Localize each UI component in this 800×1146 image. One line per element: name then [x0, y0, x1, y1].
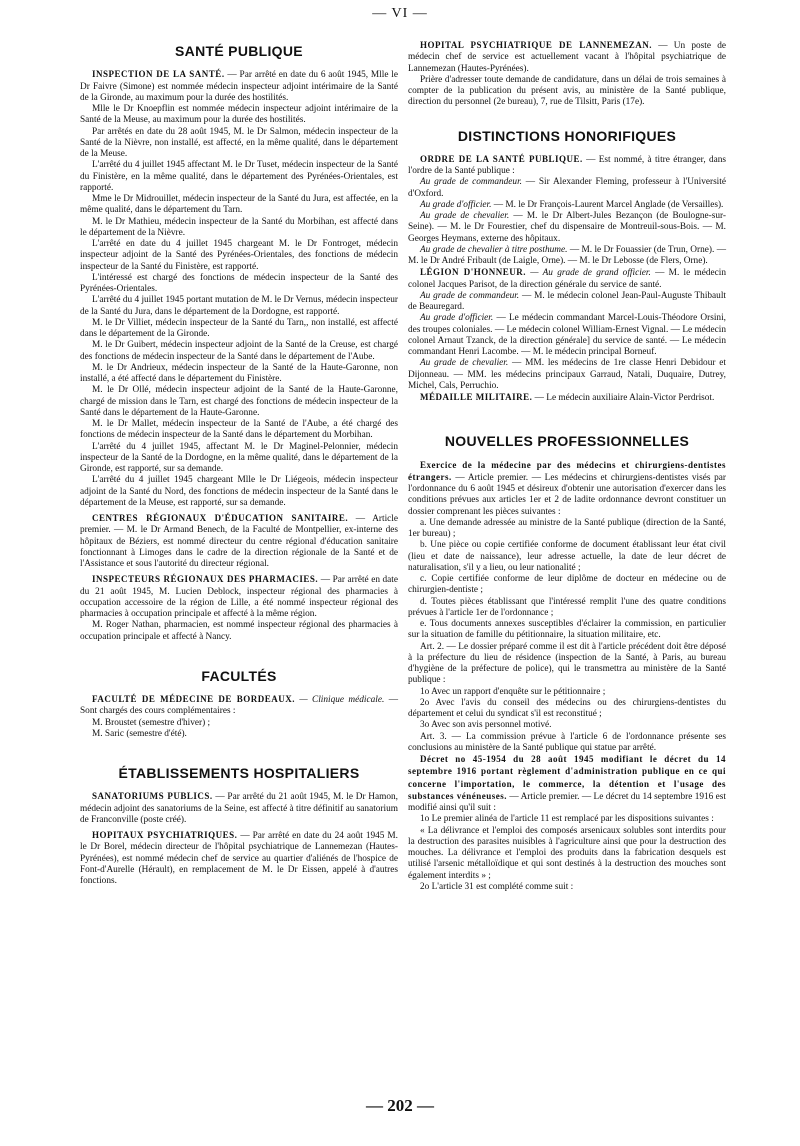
paragraph: Mme le Dr Midrouillet, médecin inspecteur de la Santé du Jura, est affectée, en la même qualité, dans le département du Tarn. [80, 194, 398, 216]
paragraph: Exercice de la médecine par des médecins et chirurgiens-dentistes étrangers. — Article premier. — Les médecins et chirurgiens-dentistes visés par l'ordonnance du 6 août 1945 et désireux d'obtenir une autorisation d'exercer dans les conditions prévues aux articles 1er et 2 de ladite ordonnance devront constituer un dossier comprenant les pièces suivantes : [408, 459, 726, 517]
paragraph: FACULTÉ DE MÉDECINE DE BORDEAUX. — Clinique médicale. — Sont chargés des cours complémentaires : [80, 694, 398, 717]
paragraph-lead: SANATORIUMS PUBLICS. [92, 791, 213, 802]
paragraph-lead: HOPITAL PSYCHIATRIQUE DE LANNEMEZAN. [420, 40, 652, 50]
paragraph: HOPITAL PSYCHIATRIQUE DE LANNEMEZAN. — Un poste de médecin chef de service est actuellement vacant à l'hôpital psychiatrique de Lannemezan (Hautes-Pyrénées). [408, 40, 726, 74]
paragraph: INSPECTEURS RÉGIONAUX DES PHARMACIES. — Par arrêté en date du 21 août 1945, M. Lucien Deblock, inspecteur régional des pharmacies à occupation accessoire de la région de Lille, a été nommé inspecteur régional des pharmacies à occupation principale et affecté à la même région. [80, 574, 398, 619]
paragraph-lead: MÉDAILLE MILITAIRE. [420, 392, 533, 402]
list-item: c. Copie certifiée conforme de leur diplôme de docteur en médecine ou de chirurgien-dentiste ; [408, 574, 726, 596]
paragraph-lead: INSPECTION DE LA SANTÉ. [92, 69, 225, 80]
list-item: a. Une demande adressée au ministre de la Santé publique (direction de la Santé, 1er bureau) ; [408, 517, 726, 539]
paragraph: Par arrêtés en date du 28 août 1945, M. le Dr Salmon, médecin inspecteur de la Santé de la Nièvre, non installé, est affecté, en la même qualité, dans le département de la Meuse. [80, 126, 398, 159]
paragraph: ORDRE DE LA SANTÉ PUBLIQUE. — Est nommé, à titre étranger, dans l'ordre de la Santé publique : [408, 153, 727, 176]
paragraph: Au grade de chevalier à titre posthume. — M. le Dr Fouassier (de Trun, Orne). — M. le Dr André Fribault (de Laigle, Orne). — M. le Dr Lebosse (de Flers, Orne). [408, 244, 726, 266]
paragraph: MÉDAILLE MILITAIRE. — Le médecin auxiliaire Alain-Victor Perdrisot. [420, 392, 715, 403]
section-title-distinctions: DISTINCTIONS HONORIFIQUES [457, 127, 677, 144]
paragraph: Décret no 45-1954 du 28 août 1945 modifiant le décret du 14 septembre 1916 portant règlement d'administration publique en ce qui concerne l'importation, le commerce, la détention et l'usage des substances vénéneuses. — Article premier. — Le décret du 14 septembre 1916 est modifié ainsi qu'il suit : [408, 754, 726, 813]
page-number: — 202 — [366, 1096, 434, 1115]
paragraph-lead: LÉGION D'HONNEUR. [420, 267, 526, 278]
paragraph: Au grade d'officier. — M. le Dr François-Laurent Marcel Anglade (de Versailles). [420, 199, 724, 210]
paragraph: L'arrêté du 4 juillet 1945, affectant M. le Dr Maginel-Pelonnier, médecin inspecteur de la Santé de la Dordogne, en la même qualité, dans le département de la Gironde, est rapporté, sur sa demande. [80, 441, 398, 474]
paragraph: M. le Dr Andrieux, médecin inspecteur de la Santé de la Haute-Garonne, non installé, a été affecté dans le département du Finistère. [80, 362, 398, 384]
paragraph-lead: INSPECTEURS RÉGIONAUX DES PHARMACIES. [92, 574, 319, 585]
paragraph: Au grade de chevalier. — M. le Dr Albert-Jules Bezançon (de Boulogne-sur-Seine). — M. le Dr Fourestier, chef du dispensaire de Montreuil-sous-Bois. — M. Georges Heymans, externe des hôpitaux. [408, 211, 726, 244]
paragraph: M. le Dr Mallet, médecin inspecteur de la Santé de l'Aube, a été chargé des fonctions de médecin inspecteur de la Santé dans le département du Morbihan. [80, 419, 398, 441]
paragraph: « La délivrance et l'emploi des composés arsenicaux solubles sont interdits pour la destruction des parasites nuisibles à l'agriculture ainsi que pour la destruction des mouches. La délivrance et l'emploi des produits dans la fabrication desquels est utilisé l'arsenic métalloïdique et qui sont destinés à la destruction des mouches sont également interdits » ; [408, 825, 726, 881]
paragraph: Mlle le Dr Knoepflin est nommée médecin inspecteur adjoint intérimaire de la Santé de la Meuse, au maximum pour la durée des hostilités. [80, 104, 398, 126]
paragraph: SANATORIUMS PUBLICS. — Par arrêté du 21 août 1945, M. le Dr Hamon, médecin adjoint des sanatoriums de la Seine, est affecté à titre définitif au sanatorium de Franconville (poste créé). [80, 791, 398, 825]
list-item: 3o Avec son avis personnel motivé. [420, 720, 552, 731]
paragraph-lead: Exercice de la médecine par des médecins et chirurgiens-dentistes étrangers. [408, 459, 726, 482]
paragraph: Au grade de commandeur. — Sir Alexander Fleming, professeur à l'Université d'Oxford. [408, 177, 726, 199]
paragraph: M. le Dr Villiet, médecin inspecteur de la Santé du Tarn,, non installé, est affecté dans le département de la Gironde. [80, 317, 398, 339]
paragraph: INSPECTION DE LA SANTÉ. — Par arrêté en date du 6 août 1945, Mlle le Dr Faivre (Simone) est nommée médecin inspecteur adjoint intérimaire de la Santé de la Gironde, au maximum pour la durée des hostilités. [80, 69, 399, 103]
list-item: M. Saric (semestre d'été). [92, 728, 187, 739]
paragraph: M. le Dr Mathieu, médecin inspecteur de la Santé du Morbihan, est affecté dans le département de la Nièvre. [80, 216, 398, 238]
list-item: e. Tous documents annexes susceptibles d'éclairer la commission, en particulier sur la situation de famille du pétitionnaire, la situation militaire, etc. [408, 619, 726, 641]
paragraph-lead: ORDRE DE LA SANTÉ PUBLIQUE. [420, 153, 583, 164]
list-item: 2o Avec l'avis du conseil des médecins ou des chirurgiens-dentistes du département et celui du syndicat s'il est reconstitué ; [408, 697, 726, 719]
right-column [408, 40, 726, 893]
paragraph: Art. 2. — Le dossier préparé comme il est dit à l'article précédent doit être déposé à la préfecture du lieu de résidence (inspection de la Santé, à Paris, au bureau d'hygiène de la préfecture de police), qui le transmettra au ministère de la Santé publique : [408, 641, 726, 686]
paragraph: L'arrêté du 4 juillet 1945 portant mutation de M. le Dr Vernus, médecin inspecteur de la Santé du Jura, dans le département de la Dordogne, est rapporté. [80, 295, 398, 317]
paragraph-lead: FACULTÉ DE MÉDECINE DE BORDEAUX. [92, 694, 295, 704]
paragraph: L'intéressé est chargé des fonctions de médecin inspecteur de la Santé des Pyrénées-Orientales. [80, 272, 398, 294]
section-title-facultes: FACULTÉS [201, 667, 277, 684]
paragraph: LÉGION D'HONNEUR. — Au grade de grand officier. — M. le médecin colonel Jacques Parisot, de la direction générale du service de santé. [408, 267, 727, 290]
paragraph: Prière d'adresser toute demande de candidature, dans un délai de trois semaines à compter de la publication du présent avis, au ministère de la Santé publique, direction du personnel (2e bureau), 7, rue de Tilsitt, Paris (17e). [408, 74, 726, 108]
paragraph: Art. 3. — La commission prévue à l'article 6 de l'ordonnance présente ses conclusions au ministère de la Santé publique qui statue par arrêté. [408, 731, 726, 753]
paragraph: 1o Le premier alinéa de l'article 11 est remplacé par les dispositions suivantes : [420, 814, 714, 825]
paragraph: M. le Dr Guibert, médecin inspecteur adjoint de la Santé de la Creuse, est chargé des fonctions de médecin inspecteur de la Santé dans le département de l'Aube. [80, 340, 398, 362]
list-item: M. Broustet (semestre d'hiver) ; [92, 717, 211, 728]
paragraph: L'arrêté en date du 4 juillet 1945 chargeant M. le Dr Fontroget, médecin inspecteur adjoint de la Santé des Pyrénées-Orientales, des fonctions de médecin inspecteur de la Santé du Finistère, est rapporté. [80, 239, 398, 272]
section-title-nouvelles: NOUVELLES PROFESSIONNELLES [444, 433, 690, 450]
list-item: b. Une pièce ou copie certifiée conforme de document établissant leur état civil (lieu et date de naissance), leur adresse actuelle, la date de leur décret de naturalisation, s'il y a lieu, ou leur nationalité ; [408, 540, 726, 573]
section-title-sante: SANTÉ PUBLIQUE [175, 43, 303, 59]
paragraph: L'arrêté du 4 juillet 1945 chargeant Mlle le Dr Liégeois, médecin inspecteur adjoint de la Santé du Nord, des fonctions de médecin inspecteur de la Santé dans le département de la Meuse, est rapporté, sur sa demande. [80, 475, 398, 508]
paragraph: M. Roger Nathan, pharmacien, est nommé inspecteur régional des pharmacies à occupation principale et affecté à Nancy. [80, 620, 398, 642]
paragraph: M. le Dr Ollé, médecin inspecteur adjoint de la Santé de la Haute-Garonne, chargé de mission dans le Tarn, est chargé des fonctions de médecin inspecteur de la Santé dans le département de la Haute-Garonne. [80, 385, 398, 418]
paragraph: CENTRES RÉGIONAUX D'ÉDUCATION SANITAIRE. — Article premier. — M. le Dr Armand Benech, de la Faculté de Montpellier, ex-interne des hôpitaux de Béziers, est nommé directeur du centre régional d'éducation sanitaire fonctionnant à Limoges dans le cadre de la direction régionale de la Santé et de l'Assistance et sous l'autorité du directeur régional. [80, 513, 399, 569]
paragraph: Au grade d'officier. — Le médecin commandant Marcel-Louis-Théodore Orsini, des troupes coloniales. — Le médecin colonel William-Ernest Vignal. — Le médecin colonel Arnaut Tzanck, de la direction générale] du service de santé. — Le médecin commandant Henri Lacombe. — M. le médecin principal Borneuf. [408, 313, 726, 357]
paragraph: 2o L'article 31 est complété comme suit : [420, 881, 574, 892]
page-header: — VI — [372, 6, 428, 21]
section-title-etablissements: ÉTABLISSEMENTS HOSPITALIERS [118, 765, 360, 781]
paragraph: Au grade de chevalier. — MM. les médecins de 1re classe Henri Debidour et Dijonneau. — MM. les médecins principaux Garraud, Natali, Duquaire, Dutrey, Michel, Cals, Perruchio. [408, 358, 726, 391]
left-column [80, 40, 398, 887]
paragraph-lead: Décret no 45-1954 du 28 août 1945 modifiant le décret du 14 septembre 1916 portant règlement d'administration publique en ce qui concerne l'importation, le commerce, la détention et l'usage des substances vénéneuses. [408, 754, 726, 801]
paragraph-lead: CENTRES RÉGIONAUX D'ÉDUCATION SANITAIRE. [92, 513, 349, 523]
paragraph: HOPITAUX PSYCHIATRIQUES. — Par arrêté en date du 24 août 1945 M. le Dr Borel, médecin directeur de l'hôpital psychiatrique de Lannemezan (Hautes-Pyrénées), est nommé médecin chef de service au quartier d'aliénés de l'hospice de Font-d'Aurelle (Hérault), en remplacement de M. le Dr Eissen, appelé à d'autres fonctions. [80, 830, 398, 886]
list-item: d. Toutes pièces établissant que l'intéressé remplit l'une des quatre conditions prévues à l'article 1er de l'ordonnance ; [408, 596, 726, 618]
paragraph: L'arrêté du 4 juillet 1945 affectant M. le Dr Tuset, médecin inspecteur de la Santé du Finistère, en la même qualité, dans le département des Pyrénées-Orientales, est rapporté. [80, 160, 398, 193]
paragraph-lead: HOPITAUX PSYCHIATRIQUES. [92, 830, 238, 840]
paragraph: Au grade de commandeur. — M. le médecin colonel Jean-Paul-Auguste Thibault de Beauregard. [408, 290, 726, 312]
list-item: 1o Avec un rapport d'enquête sur le pétitionnaire ; [420, 686, 606, 697]
